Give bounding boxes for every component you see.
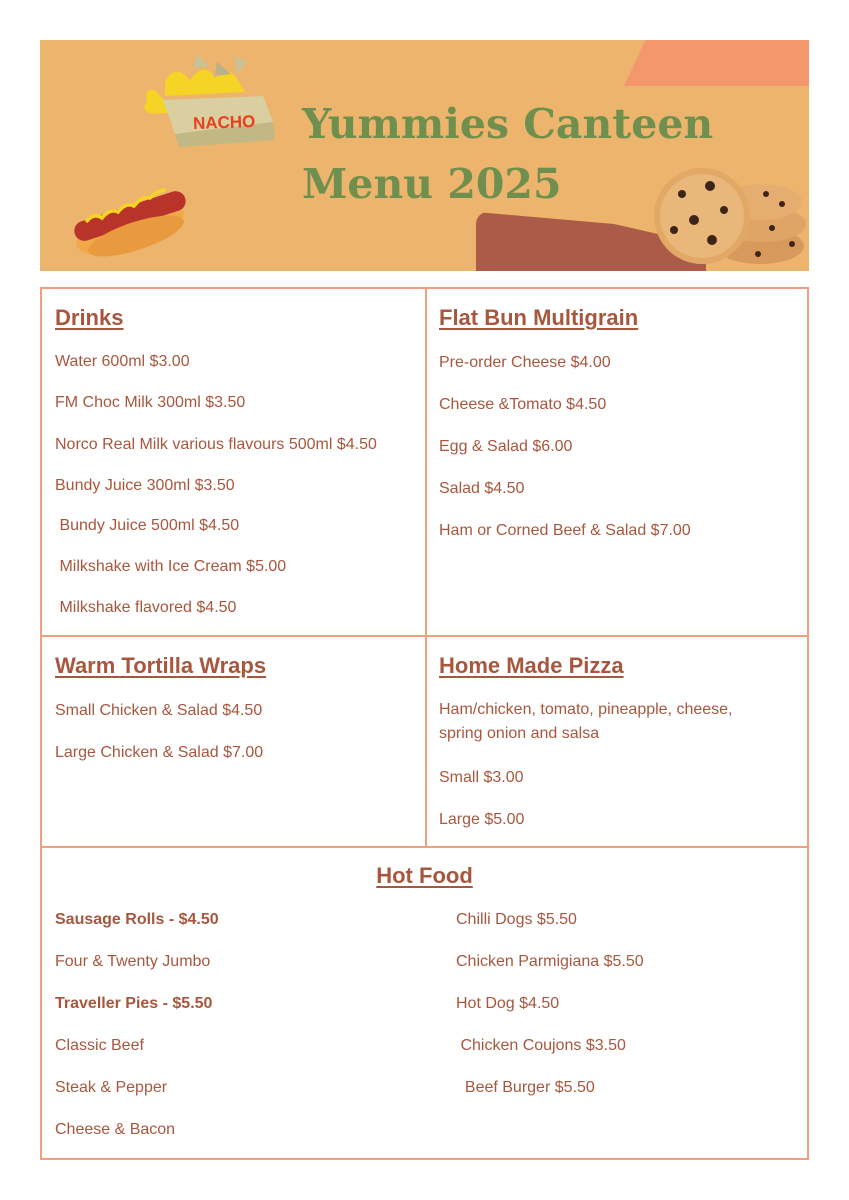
drink-item: Milkshake with Ice Cream $5.00	[55, 558, 287, 575]
hot-food-left-column	[55, 863, 425, 1153]
pizza-description: Ham/chicken, tomato, pineapple, cheese, spring onion and salsa	[439, 701, 733, 742]
hot-food-item: Classic Beef	[55, 1037, 144, 1054]
hot-food-item: Steak & Pepper	[55, 1079, 168, 1096]
pizza-item: Large $5.00	[439, 811, 525, 828]
hot-food-item: Beef Burger $5.50	[456, 1079, 595, 1096]
wraps-section	[55, 653, 415, 833]
wrap-item: Small Chicken & Salad $4.50	[55, 702, 263, 719]
drink-item: Water 600ml $3.00	[55, 353, 190, 370]
wraps-heading: Warm Tortilla Wraps	[55, 653, 267, 678]
hot-food-item: Chicken Parmigiana $5.50	[456, 953, 644, 970]
flat-bun-item: Salad $4.50	[439, 480, 525, 497]
title-line-1: Yummies Canteen	[302, 100, 714, 148]
drinks-heading: Drinks	[55, 305, 124, 330]
flat-bun-item: Cheese &Tomato $4.50	[439, 396, 607, 413]
flat-bun-section	[439, 305, 799, 625]
pizza-item: Small $3.00	[439, 769, 524, 786]
drinks-section	[55, 305, 415, 625]
column-divider	[425, 289, 427, 847]
flat-bun-item: Pre-order Cheese $4.00	[439, 354, 611, 371]
drink-item: Milkshake flavored $4.50	[55, 599, 237, 616]
hot-food-item: Four & Twenty Jumbo	[55, 953, 211, 970]
drink-item: FM Choc Milk 300ml $3.50	[55, 394, 246, 411]
wrap-item: Large Chicken & Salad $7.00	[55, 744, 264, 761]
flat-bun-heading: Flat Bun Multigrain	[439, 305, 639, 330]
pizza-heading: Home Made Pizza	[439, 653, 624, 678]
drink-item: Bundy Juice 300ml $3.50	[55, 477, 235, 494]
hot-food-item: Chicken Coujons $3.50	[456, 1037, 626, 1054]
drink-item: Bundy Juice 500ml $4.50	[55, 517, 240, 534]
flat-bun-item: Egg & Salad $6.00	[439, 438, 573, 455]
menu-table	[40, 287, 809, 1160]
hot-food-section	[42, 863, 807, 1153]
hot-dog-icon	[66, 180, 191, 260]
hot-food-item: Cheese & Bacon	[55, 1121, 176, 1138]
flat-bun-item: Ham or Corned Beef & Salad $7.00	[439, 522, 691, 539]
pizza-section	[439, 653, 799, 833]
drink-item: Norco Real Milk various flavours 500ml $4.50	[55, 436, 377, 453]
hot-food-item: Traveller Pies - $5.50	[55, 995, 213, 1012]
hot-food-heading: Hot Food	[376, 863, 473, 888]
hot-food-item: Hot Dog $4.50	[456, 995, 560, 1012]
header-banner	[40, 40, 809, 271]
hot-food-item: Chilli Dogs $5.50	[456, 911, 577, 928]
nacho-label: NACHO	[192, 111, 256, 134]
row-divider-1	[42, 635, 807, 637]
hot-food-item: Sausage Rolls - $4.50	[55, 911, 219, 928]
nacho-box-icon	[135, 52, 285, 147]
cookies-icon	[652, 164, 807, 271]
peach-shape	[624, 40, 809, 86]
hot-food-right-column	[456, 863, 796, 1153]
row-divider-2	[42, 846, 807, 848]
title-line-2: Menu 2025	[302, 160, 562, 208]
